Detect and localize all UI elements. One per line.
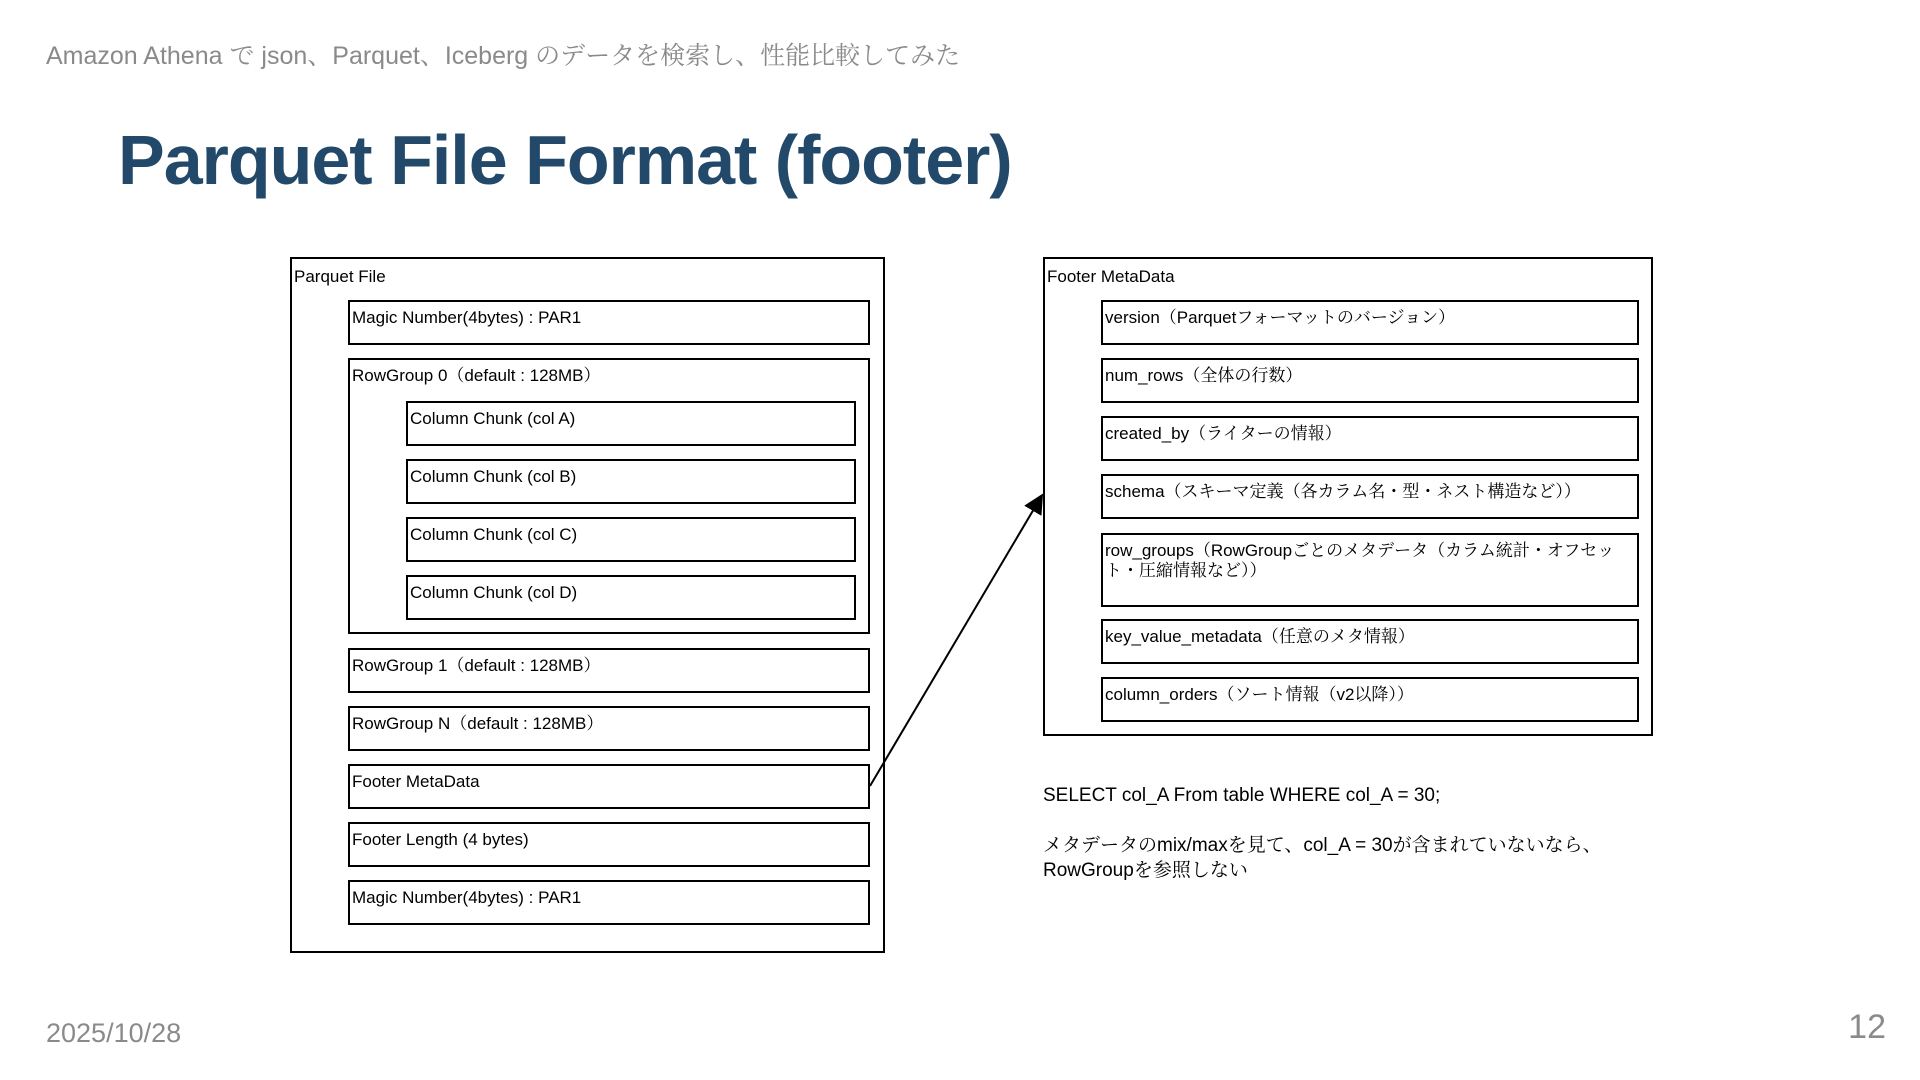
footer-metadata-box: Footer MetaData <box>348 764 870 809</box>
footer-metadata-label: Footer MetaData <box>1047 267 1175 286</box>
explanation-line-2: RowGroupを参照しない <box>1043 860 1248 881</box>
column-chunk-d-box: Column Chunk (col D) <box>406 575 856 620</box>
query-note <box>1043 783 1602 883</box>
page-number: 12 <box>1848 1008 1886 1046</box>
metadata-field-num-rows: num_rows（全体の行数） <box>1101 358 1639 403</box>
column-chunk-c-box: Column Chunk (col C) <box>406 517 856 562</box>
presentation-date: 2025/10/28 <box>46 1018 182 1048</box>
parquet-file-label: Parquet File <box>294 267 386 286</box>
slide-title: Parquet File Format (footer) <box>118 121 1012 199</box>
rowgroup-n-box: RowGroup N（default : 128MB） <box>348 706 870 751</box>
metadata-field-schema: schema（スキーマ定義（各カラム名・型・ネスト構造など）） <box>1101 474 1639 519</box>
magic-number-bottom-box: Magic Number(4bytes) : PAR1 <box>348 880 870 925</box>
metadata-field-created-by: created_by（ライターの情報） <box>1101 416 1639 461</box>
footer-length-box: Footer Length (4 bytes) <box>348 822 870 867</box>
metadata-field-row-groups: row_groups（RowGroupごとのメタデータ（カラム統計・オフセット・圧縮情報など）） <box>1101 533 1639 607</box>
rowgroup-1-box: RowGroup 1（default : 128MB） <box>348 648 870 693</box>
query-text: SELECT col_A From table WHERE col_A = 30; <box>1043 785 1441 806</box>
magic-number-top-box: Magic Number(4bytes) : PAR1 <box>348 300 870 345</box>
column-chunk-b-box: Column Chunk (col B) <box>406 459 856 504</box>
column-chunk-a-box: Column Chunk (col A) <box>406 401 856 446</box>
arrow-line <box>870 497 1041 786</box>
rowgroup-0-label: RowGroup 0（default : 128MB） <box>352 366 601 385</box>
metadata-field-key-value: key_value_metadata（任意のメタ情報） <box>1101 619 1639 664</box>
presentation-header: Amazon Athena で json、Parquet、Iceberg のデータを検索し、性能比較してみた <box>46 42 961 70</box>
note-spacer <box>1043 808 1602 833</box>
metadata-field-version: version（Parquetフォーマットのバージョン） <box>1101 300 1639 345</box>
explanation-line-1: メタデータのmix/maxを見て、col_A = 30が含まれていないなら、 <box>1043 835 1602 856</box>
metadata-field-column-orders: column_orders（ソート情報（v2以降）） <box>1101 677 1639 722</box>
